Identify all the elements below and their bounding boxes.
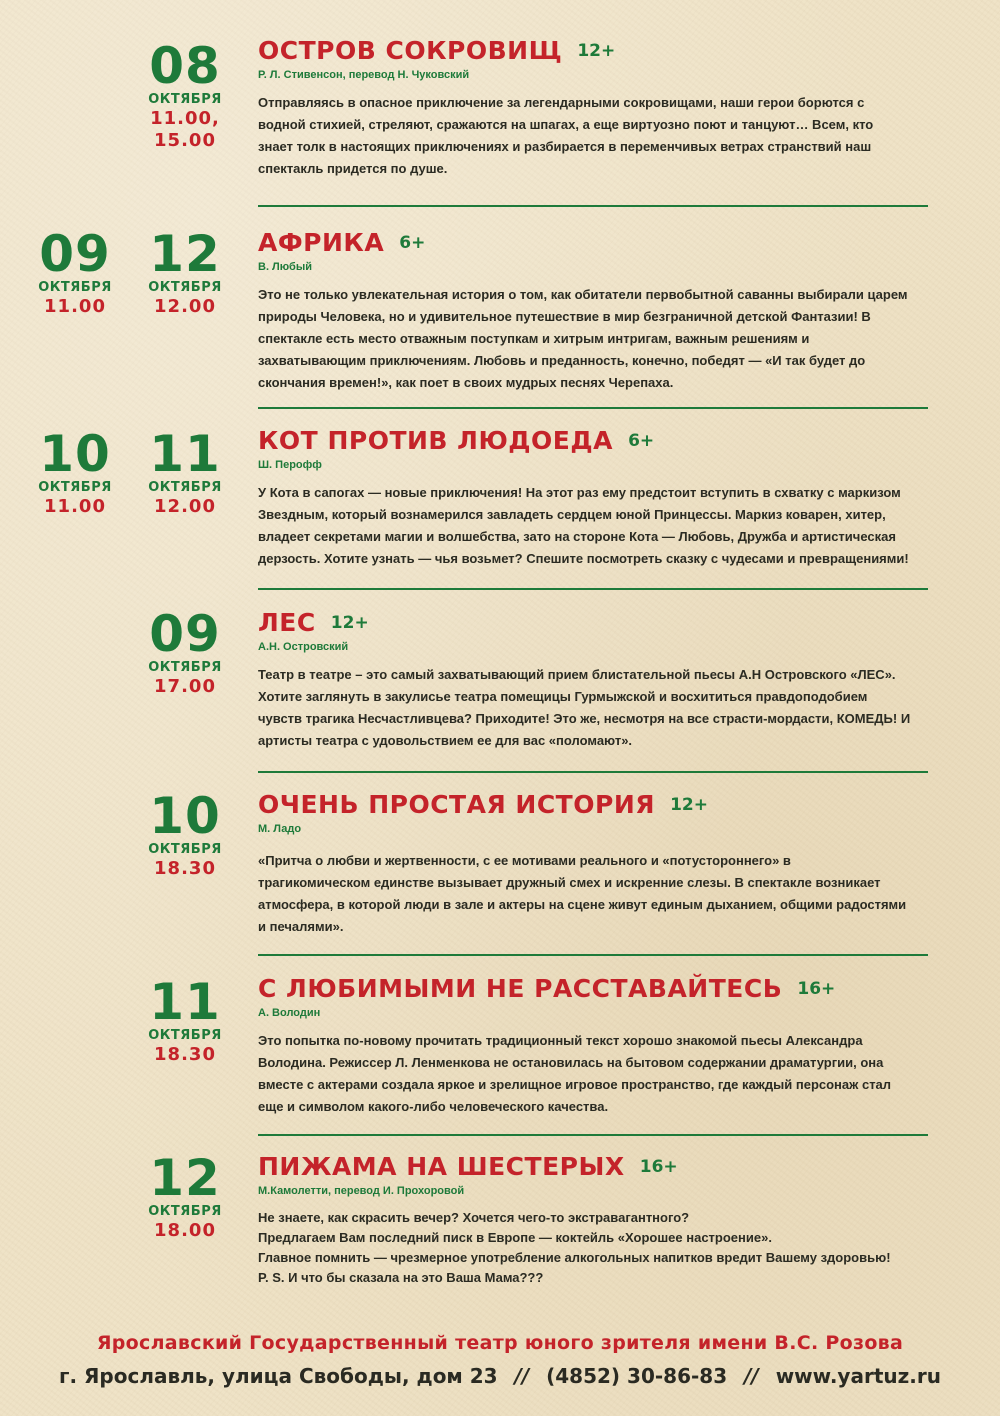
date-time: 18.30 [154,858,216,879]
event-description [258,284,970,394]
description-line: еще и символом какого-либо человеческого качества. [258,1099,609,1114]
event-title-row [258,608,970,638]
description-line: вместе с актерами создала яркое и зрелищное игровое пространство, где каждый персонаж стал [258,1077,892,1092]
date-day: 11 [149,425,221,483]
description-line: Главное помнить — чрезмерное употребление алкогольных напитков вредит Вашему здоровью! [258,1250,891,1265]
description-line: владеет секретами магии и волшебства, зато на стороне Кота — Любовь, Дружба и артистическая [258,529,896,544]
description-line: атмосфера, в которой люди в зале и актеры на сцене живут единым дыханием, общими радостями [258,897,907,912]
date-month: ОКТЯБРЯ [148,842,222,857]
event-content [258,228,970,394]
description-line: Звездным, который вознамерился завладеть сердцем юной Принцессы. Маркиз коварен, хитер, [258,507,886,522]
description-line: и печалями». [258,919,344,934]
event-title-row [258,228,970,258]
age-rating: 6+ [399,233,426,253]
date-month: ОКТЯБРЯ [148,92,222,107]
date-time: 12.00 [154,296,216,317]
footer-phone[interactable]: (4852) 30-86-83 [546,1364,728,1388]
description-line: Это попытка по-новому прочитать традиционный текст хорошо знакомой пьесы Александра [258,1033,863,1048]
description-line: Это не только увлекательная история о том, как обитатели первобытной саванны выбирали царем [258,287,908,302]
section-divider [258,205,928,207]
footer-theatre-name: Ярославский Государственный театр юного зрителя имени В.С. Розова [96,1332,904,1354]
date-time: 12.00 [154,496,216,517]
event-title-row [258,426,970,456]
description-line: природы Человека, но и удивительное путешествие в мир безграничной детской Фантазии! В [258,309,871,324]
description-line: «Притча о любви и жертвенности, с ее мотивами реального и «потустороннего» в [258,853,791,868]
date-day: 11 [149,973,221,1031]
description-line: дерзость. Хотите узнать — чья возьмет? Спешите посмотреть сказку с чудесами и превращениями! [258,551,909,566]
footer-address: г. Ярославль, улица Свободы, дом 23 [59,1364,498,1388]
description-line: спектакле есть место отважным поступкам и хитрым интригам, важным решениям и [258,331,810,346]
event-description [258,1030,970,1118]
date-month: ОКТЯБРЯ [148,660,222,675]
event-author: А. Володин [258,1007,321,1019]
event-author: В. Любый [258,261,312,273]
description-line: знает толк в настоящих приключениях и разбирается в переменчивых ветрах странствий наш [258,139,872,154]
footer-separator: // [514,1364,530,1388]
section-divider [258,407,928,409]
footer-separator: // [744,1364,759,1388]
description-line: захватывающим приключениям. Любовь и преданность, конечно, победят — «И так будет до [258,353,866,368]
event-title: ЛЕС [258,608,316,637]
date-time: 11.00, 15.00 [150,108,220,151]
event-title-row [258,790,970,820]
date-time: 18.00 [154,1220,216,1241]
date-time: 11.00 [44,496,106,517]
event-title: ОСТРОВ СОКРОВИЩ [258,36,563,65]
event-date [120,37,250,152]
date-time: 17.00 [154,676,216,697]
event-title-row [258,974,970,1004]
event-title-row [258,1152,970,1182]
date-day: 09 [39,225,111,283]
description-line: скончания времен!», как поет в своих мудрых песнях Черепаха. [258,375,674,390]
age-rating: 16+ [797,979,836,999]
date-month: ОКТЯБРЯ [38,280,112,295]
date-month: ОКТЯБРЯ [148,280,222,295]
event-title: КОТ ПРОТИВ ЛЮДОЕДА [258,426,613,455]
date-month: ОКТЯБРЯ [148,480,222,495]
date-day: 08 [149,37,221,95]
section-divider [258,1134,928,1136]
event-author: М.Камолетти, перевод И. Прохоровой [258,1185,465,1197]
date-time: 18.30 [154,1044,216,1065]
date-month: ОКТЯБРЯ [148,1204,222,1219]
date-day: 12 [149,225,221,283]
event-title: ОЧЕНЬ ПРОСТАЯ ИСТОРИЯ [258,790,655,819]
section-divider [258,771,928,773]
event-author: Р. Л. Стивенсон, перевод Н. Чуковский [258,69,470,81]
date-time: 11.00 [44,296,106,317]
event-date [120,225,250,318]
description-line: водной стихией, стреляют, сражаются на шпагах, а еще виртуозно поют и танцуют… Всем, кто [258,117,874,132]
event-content [258,1152,970,1288]
footer-website-link[interactable]: www.yartuz.ru [775,1364,941,1388]
description-line: Хотите заглянуть в закулисье театра помещицы Гурмыжской и восхититься правдоподобием [258,689,868,704]
description-line: спектакль придется по душе. [258,161,448,176]
event-content [258,790,970,938]
date-day: 12 [149,1149,221,1207]
age-rating: 12+ [330,613,369,633]
event-title-row [258,36,970,66]
event-description [258,92,970,180]
event-author: Ш. Перофф [258,459,322,471]
description-line: Отправляясь в опасное приключение за легендарными сокровищами, наши герои борются с [258,95,865,110]
event-description [258,1208,970,1288]
event-description [258,482,970,570]
event-date [120,973,250,1066]
event-author: М. Ладо [258,823,302,835]
event-date [120,1149,250,1242]
event-content [258,974,970,1118]
section-divider [258,954,928,956]
age-rating: 12+ [577,41,616,61]
date-month: ОКТЯБРЯ [148,1028,222,1043]
event-date [120,605,250,698]
event-title: С ЛЮБИМЫМИ НЕ РАССТАВАЙТЕСЬ [258,974,783,1003]
description-line: Театр в театре – это самый захватывающий прием блистательной пьесы А.Н Островского «ЛЕС». [258,667,896,682]
event-title: ПИЖАМА НА ШЕСТЕРЫХ [258,1152,625,1181]
date-month: ОКТЯБРЯ [38,480,112,495]
description-line: трагикомическом единстве вызывает дружный смех и искренние слезы. В спектакле возникает [258,875,881,890]
description-line: P. S. И что бы сказала на это Ваша Мама??? [258,1270,544,1285]
footer-contacts [0,1364,1000,1388]
event-content [258,36,970,180]
event-title: АФРИКА [258,228,385,257]
date-day: 09 [149,605,221,663]
event-content [258,608,970,752]
description-line: чувств трагика Несчастливцева? Приходите! Это же, несмотря на все страсти-мордасти, КОМЕДЬ! И [258,711,911,726]
age-rating: 6+ [628,431,655,451]
description-line: Володина. Режиссер Л. Ленменкова не остановилась на бытовом содержании драматургии, она [258,1055,884,1070]
age-rating: 12+ [670,795,708,815]
event-author: А.Н. Островский [258,641,349,653]
date-day: 10 [149,787,221,845]
event-date [120,425,250,518]
section-divider [258,588,928,590]
description-line: артисты театра с удовольствием ее для вас «поломают». [258,733,633,748]
description-line: У Кота в сапогах — новые приключения! На этот раз ему предстоит вступить в схватку с маркизом [258,485,901,500]
description-line: Предлагаем Вам последний писк в Европе — коктейль «Хорошее настроение». [258,1230,772,1245]
event-description [258,850,970,938]
date-day: 10 [39,425,111,483]
event-content [258,426,970,570]
description-line: Не знаете, как скрасить вечер? Хочется чего-то экстравагантного? [258,1210,690,1225]
event-description [258,664,970,752]
event-date [120,787,250,880]
age-rating: 16+ [639,1157,678,1177]
